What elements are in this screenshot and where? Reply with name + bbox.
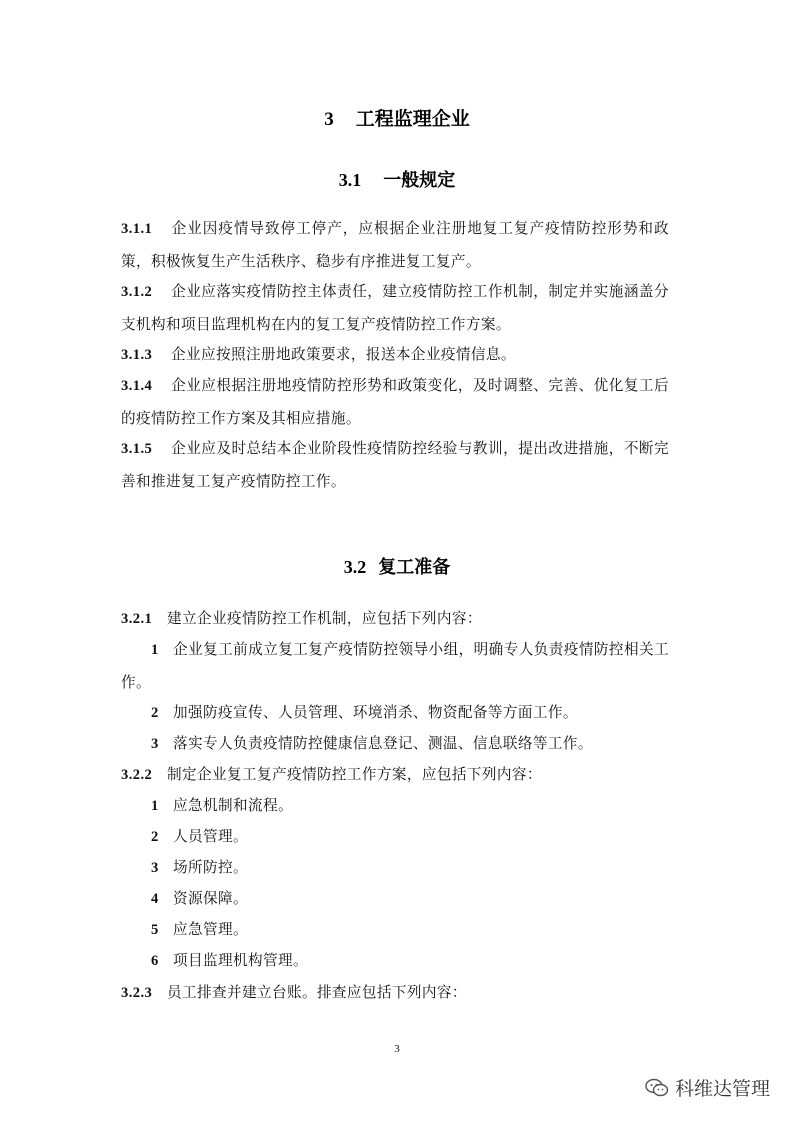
clause-number: 3.1.4 (121, 378, 153, 394)
clause-3-2-2 (121, 759, 669, 792)
clause-3-1-5 (121, 433, 669, 497)
list-item (121, 821, 669, 854)
clause-number: 3.2.1 (121, 611, 153, 627)
clause-text: 企业应及时总结本企业阶段性疫情防控经验与教训，提出改进措施，不断完善和推进复工复产疫情防控工作。 (121, 440, 669, 490)
item-text: 项目监理机构管理。 (173, 952, 308, 969)
clause-3-1-1 (121, 213, 669, 277)
section-number: 3.1 (338, 170, 362, 190)
item-number: 1 (151, 642, 159, 658)
clause-3-1-3 (121, 339, 669, 372)
chapter-heading (0, 104, 794, 131)
item-number: 5 (151, 922, 159, 938)
section-title: 一般规定 (383, 170, 456, 191)
wechat-icon (645, 1078, 669, 1098)
clause-3-2-1 (121, 603, 669, 636)
item-text: 企业复工前成立复工复产疫情防控领导小组，明确专人负责疫情防控相关工作。 (121, 641, 669, 691)
item-text: 场所防控。 (173, 859, 248, 876)
list-item (121, 945, 669, 978)
chapter-title: 工程监理企业 (355, 108, 470, 130)
clause-number: 3.1.5 (121, 441, 153, 457)
clause-number: 3.1.3 (121, 347, 153, 363)
clause-text: 员工排查并建立台账。排查应包括下列内容： (167, 984, 467, 1001)
list-item (121, 697, 669, 730)
item-text: 资源保障。 (173, 890, 248, 907)
section-heading-3-1 (0, 166, 794, 192)
item-text: 人员管理。 (173, 828, 248, 845)
section-heading-3-2 (0, 553, 794, 579)
list-item (121, 790, 669, 823)
item-number: 1 (151, 798, 159, 814)
clause-text: 建立企业疫情防控工作机制，应包括下列内容： (167, 610, 482, 627)
item-text: 应急机制和流程。 (173, 797, 293, 814)
clause-3-1-4 (121, 370, 669, 434)
clause-text: 企业因疫情导致停工停产，应根据企业注册地复工复产疫情防控形势和政策，积极恢复生产生活秩序、稳步有序推进复工复产。 (121, 220, 669, 270)
item-number: 4 (151, 891, 159, 907)
clause-text: 制定企业复工复产疫情防控工作方案，应包括下列内容： (167, 766, 542, 783)
section-title: 复工准备 (378, 557, 451, 578)
clause-number: 3.2.3 (121, 985, 153, 1001)
clause-number: 3.1.1 (121, 221, 153, 237)
list-item (121, 728, 669, 761)
item-number: 3 (151, 860, 159, 876)
item-number: 6 (151, 953, 159, 969)
watermark (645, 1074, 770, 1101)
clause-number: 3.1.2 (121, 284, 153, 300)
item-text: 落实专人负责疫情防控健康信息登记、测温、信息联络等工作。 (173, 735, 593, 752)
clause-3-2-3 (121, 977, 669, 1010)
item-text: 应急管理。 (173, 921, 248, 938)
clause-number: 3.2.2 (121, 767, 153, 783)
clause-text: 企业应按照注册地政策要求，报送本企业疫情信息。 (171, 346, 516, 363)
watermark-text: 科维达管理 (674, 1078, 770, 1100)
item-number: 2 (151, 829, 159, 845)
chapter-number: 3 (324, 109, 334, 130)
page-number: 3 (394, 1043, 400, 1055)
list-item (121, 883, 669, 916)
item-number: 2 (151, 705, 159, 721)
clause-text: 企业应根据注册地疫情防控形势和政策变化，及时调整、完善、优化复工后的疫情防控工作方案及其相应措施。 (121, 377, 669, 427)
list-item (121, 634, 669, 698)
item-text: 加强防疫宣传、人员管理、环境消杀、物资配备等方面工作。 (173, 704, 578, 721)
list-item (121, 914, 669, 947)
section-number: 3.2 (343, 557, 367, 577)
item-number: 3 (151, 736, 159, 752)
clause-text: 企业应落实疫情防控主体责任，建立疫情防控工作机制，制定并实施涵盖分支机构和项目监理机构在内的复工复产疫情防控工作方案。 (121, 283, 669, 333)
list-item (121, 852, 669, 885)
clause-3-1-2 (121, 276, 669, 340)
